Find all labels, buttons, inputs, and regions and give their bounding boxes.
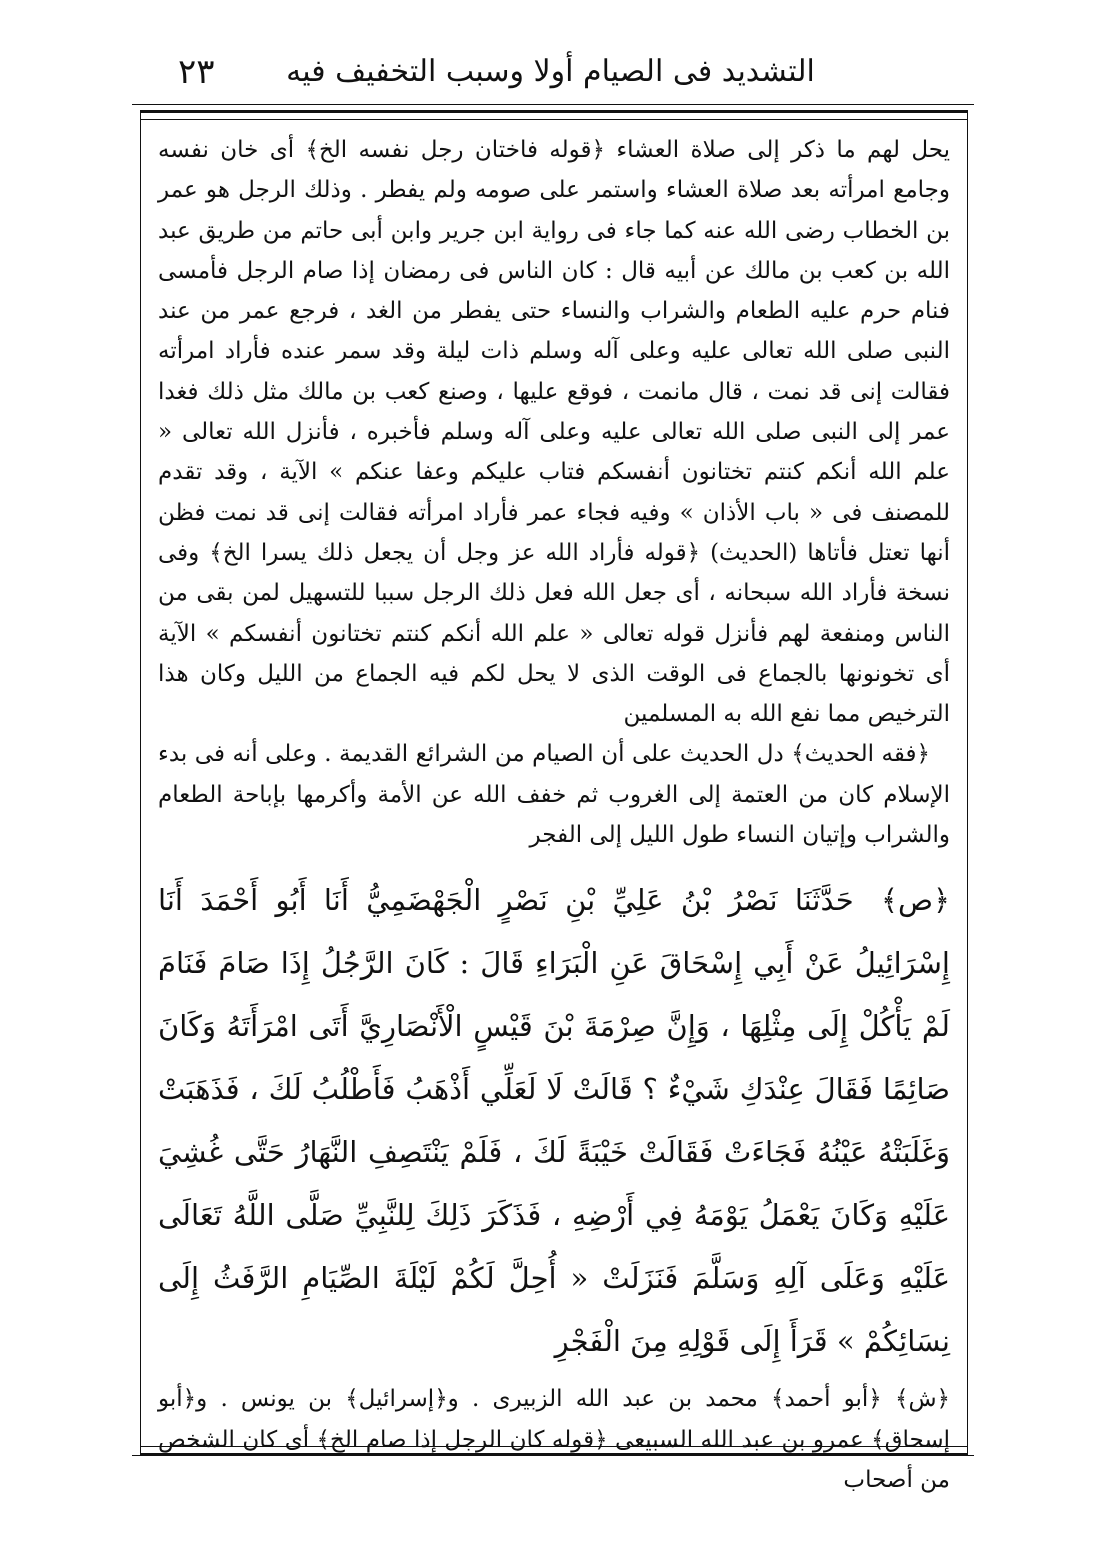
commentary-block <box>158 130 950 855</box>
page-header <box>140 52 961 102</box>
page-number: ٢٣ <box>178 52 215 92</box>
hadith-text: حَدَّثَنَا نَصْرُ بْنُ عَلِيِّ بْنِ نَصْرٍ الْجَهْضَمِيُّ أَنَا أَبُو أَحْمَدَ أَنَا إِسْرَائِيلُ عَنْ أَبِي إِسْحَاقَ عَنِ الْبَرَاءِ قَالَ : كَانَ الرَّجُلُ إِذَا صَامَ فَنَامَ لَمْ يَأْكُلْ إِلَى مِثْلِهَا ، وَإِنَّ صِرْمَةَ بْنَ قَيْسٍ الْأَنْصَارِيَّ أَتَى امْرَأَتَهُ وَكَانَ صَائِمًا فَقَالَ عِنْدَكِ شَيْءٌ ؟ قَالَتْ لَا لَعَلِّي أَذْهَبُ فَأَطْلُبُ لَكَ ، فَذَهَبَتْ وَغَلَبَتْهُ عَيْنُهُ فَجَاءَتْ فَقَالَتْ خَيْبَةً لَكَ ، فَلَمْ يَنْتَصِفِ النَّهَارُ حَتَّى غُشِيَ عَلَيْهِ وَكَانَ يَعْمَلُ يَوْمَهُ فِي أَرْضِهِ ، فَذَكَرَ ذَلِكَ لِلنَّبِيِّ صَلَّى اللَّهُ تَعَالَى عَلَيْهِ وَعَلَى آلِهِ وَسَلَّمَ فَنَزَلَتْ « أُحِلَّ لَكُمْ لَيْلَةَ الصِّيَامِ الرَّفَثُ إِلَى نِسَائِكُمْ » قَرَأَ إِلَى قَوْلِهِ مِنَ الْفَجْرِ <box>158 883 950 1359</box>
page-body <box>158 130 950 1500</box>
hadith-label: ﴿ص﴾ <box>880 883 950 918</box>
sharh-paragraph: ﴿ش﴾ ﴿أبو أحمد﴾ محمد بن عبد الله الزبيرى . و﴿إسرائيل﴾ بن يونس . و﴿أبو إسحاق﴾ عمرو بن عبد الله السبيعى ﴿قوله كان الرجل إذا صام الخ﴾ أى كان الشخص من أصحاب <box>158 1386 950 1493</box>
hadith-text-block <box>158 869 950 1373</box>
sharh-block <box>158 1379 950 1500</box>
commentary-paragraph: يحل لهم ما ذكر إلى صلاة العشاء ﴿قوله فاختان رجل نفسه الخ﴾ أى خان نفسه وجامع امرأته بعد صلاة العشاء واستمر على صومه ولم يفطر . وذلك الرجل هو عمر بن الخطاب رضى الله عنه كما جاء فى رواية ابن جرير وابن أبى حاتم من طريق عبد الله بن كعب بن مالك عن أبيه قال : كان الناس فى رمضان إذا صام الرجل فأمسى فنام حرم عليه الطعام والشراب والنساء حتى يفطر من الغد ، فرجع عمر من عند النبى صلى الله تعالى عليه وعلى آله وسلم ذات ليلة وقد سمر عنده فأراد امرأته فقالت إنى قد نمت ، قال مانمت ، فوقع عليها ، وصنع كعب بن مالك مثل ذلك فغدا عمر إلى النبى صلى الله تعالى عليه وعلى آله وسلم فأخبره ، فأنزل الله تعالى « علم الله أنكم كنتم تختانون أنفسكم فتاب عليكم وعفا عنكم » الآية ، وقد تقدم للمصنف فى « باب الأذان » وفيه فجاء عمر فأراد امرأته فقالت إنى قد نمت فظن أنها تعتل فأتاها (الحديث) ﴿قوله فأراد الله عز وجل أن يجعل ذلك يسرا الخ﴾ وفى نسخة فأراد الله سبحانه ، أى جعل الله فعل ذلك الرجل سببا للتسهيل لمن بقى من الناس ومنفعة لهم فأنزل قوله تعالى « علم الله أنكم كنتم تختانون أنفسكم » الآية أى تخونونها بالجماع فى الوقت الذى لا يحل لكم فيه الجماع من الليل وكان هذا الترخيص مما نفع الله به المسلمين <box>158 137 950 728</box>
top-rule <box>132 104 974 105</box>
running-title: التشديد فى الصيام أولا وسبب التخفيف فيه <box>286 54 815 89</box>
fiqh-paragraph: ﴿فقه الحديث﴾ دل الحديث على أن الصيام من الشرائع القديمة . وعلى أنه فى بدء الإسلام كان من العتمة إلى الغروب ثم خفف الله عن الأمة وأكرمها بإباحة الطعام والشراب وإتيان النساء طول الليل إلى الفجر <box>158 741 950 849</box>
